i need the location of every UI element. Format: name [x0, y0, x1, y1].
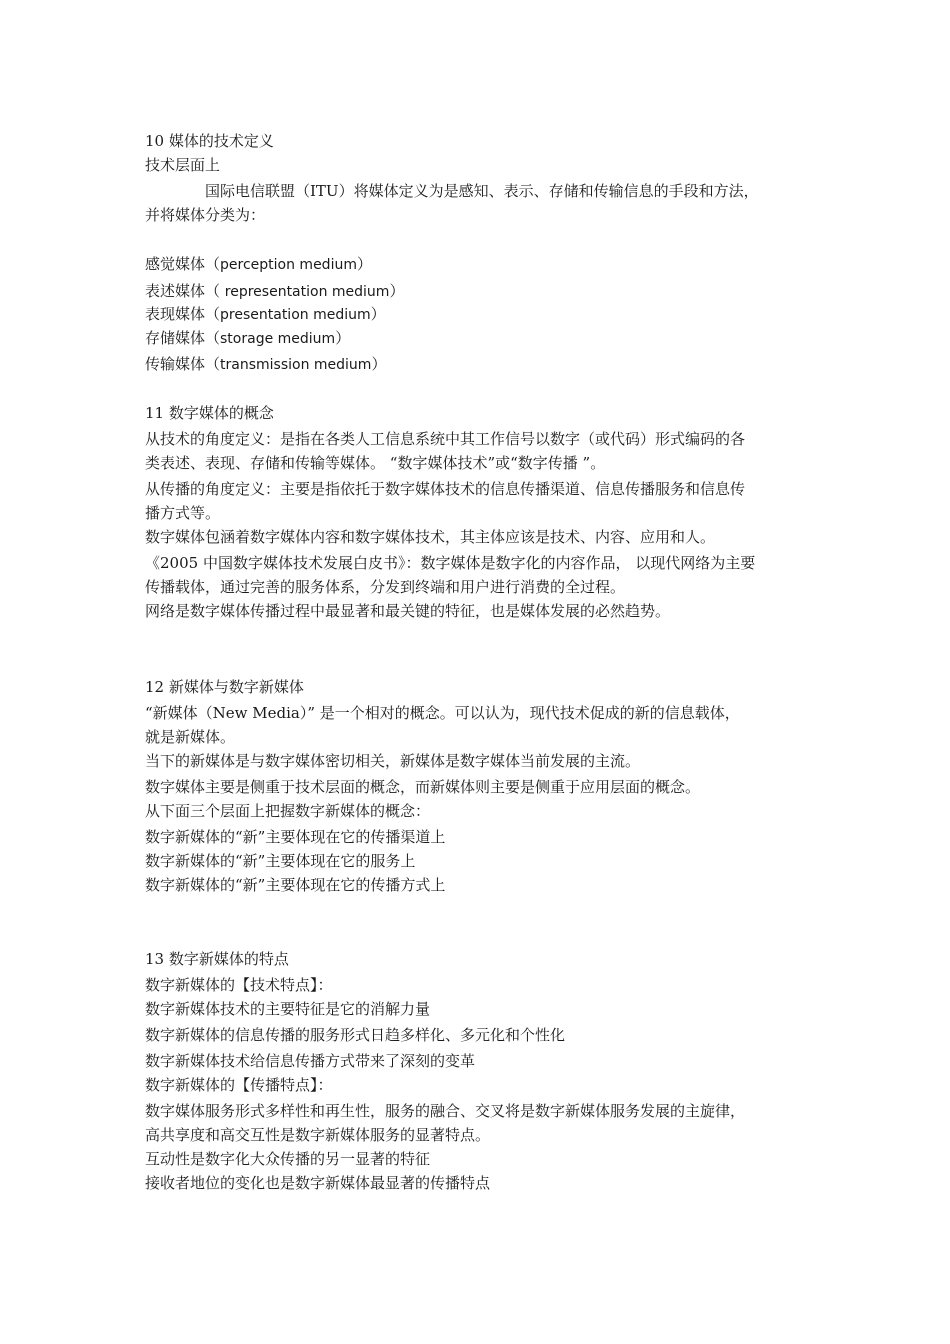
- media-type-english: presentation medium: [220, 307, 371, 323]
- section-12-line: 数字新媒体的“新”主要体现在它的传播方式上: [145, 876, 446, 894]
- media-type-name: 表现媒体（: [145, 305, 221, 323]
- section-12-line: 数字媒体主要是侧重于技术层面的概念，而新媒体则主要是侧重于应用层面的概念。: [145, 778, 701, 796]
- section-11-line: 从传播的角度定义：主要是指依托于数字媒体技术的信息传播渠道、信息传播服务和信息传: [145, 480, 746, 498]
- section-10-subheading: 技术层面上: [145, 156, 221, 174]
- section-11-line: 《2005 中国数字媒体技术发展白皮书》：数字媒体是数字化的内容作品， 以现代网络为主要: [145, 554, 756, 572]
- section-10-paragraph-line-1: 国际电信联盟（ITU）将媒体定义为是感知、表示、存储和传输信息的手段和方法，: [205, 182, 759, 200]
- section-13-line: 数字新媒体的【传播特点】：: [145, 1076, 333, 1094]
- section-10-paragraph-line-2: 并将媒体分类为：: [145, 206, 266, 224]
- section-13-line: 数字新媒体技术的主要特征是它的消解力量: [145, 1000, 431, 1018]
- section-12-line: 数字新媒体的“新”主要体现在它的服务上: [145, 852, 416, 870]
- section-11-line: 传播载体，通过完善的服务体系，分发到终端和用户进行消费的全过程。: [145, 578, 626, 596]
- media-type-item: [145, 281, 404, 302]
- section-13-line: 接收者地位的变化也是数字新媒体最显著的传播特点: [145, 1174, 491, 1192]
- section-13-line: 数字新媒体的【技术特点】：: [145, 976, 333, 994]
- media-type-english: transmission medium: [220, 357, 372, 373]
- section-11-heading: 11 数字媒体的概念: [145, 404, 274, 422]
- media-type-item: [145, 354, 386, 375]
- section-11-line: 播方式等。: [145, 504, 221, 522]
- section-11-line: 网络是数字媒体传播过程中最显著和最关键的特征，也是媒体发展的必然趋势。: [145, 602, 671, 620]
- section-12-line: 从下面三个层面上把握数字新媒体的概念：: [145, 802, 431, 820]
- section-12-line: 数字新媒体的“新”主要体现在它的传播渠道上: [145, 828, 446, 846]
- media-type-name: 存储媒体（: [145, 329, 221, 347]
- media-type-close: ）: [335, 329, 351, 347]
- media-type-name: 传输媒体（: [145, 355, 221, 373]
- section-13-heading: 13 数字新媒体的特点: [145, 950, 289, 968]
- media-type-close: ）: [370, 305, 386, 323]
- section-10-heading: 10 媒体的技术定义: [145, 132, 274, 150]
- section-13-line: 数字新媒体技术给信息传播方式带来了深刻的变革: [145, 1052, 476, 1070]
- section-12-line: “新媒体（New Media）” 是一个相对的概念。可以认为，现代技术促成的新的信息载体，: [145, 704, 740, 722]
- section-13-line: 数字新媒体的信息传播的服务形式日趋多样化、多元化和个性化: [145, 1026, 566, 1044]
- media-type-name: 感觉媒体（: [145, 255, 221, 273]
- media-type-name: 表述媒体（: [145, 282, 225, 300]
- section-13-line: 互动性是数字化大众传播的另一显著的特征: [145, 1150, 431, 1168]
- media-type-english: storage medium: [220, 331, 336, 347]
- media-type-english: representation medium: [224, 284, 390, 300]
- media-type-item: [145, 304, 386, 325]
- section-13-line: 高共享度和高交互性是数字新媒体服务的显著特点。: [145, 1126, 491, 1144]
- section-11-line: 从技术的角度定义：是指在各类人工信息系统中其工作信号以数字（或代码）形式编码的各: [145, 430, 746, 448]
- section-11-line: 类表述、表现、存储和传输等媒体。 “数字媒体技术”或“数字传播 ”。: [145, 454, 606, 472]
- section-12-line: 就是新媒体。: [145, 728, 236, 746]
- section-13-line: 数字媒体服务形式多样性和再生性，服务的融合、交叉将是数字新媒体服务发展的主旋律，: [145, 1102, 746, 1120]
- media-type-close: ）: [356, 255, 372, 273]
- media-type-close: ）: [371, 355, 387, 373]
- media-type-item: [145, 254, 372, 275]
- media-type-item: [145, 328, 350, 349]
- section-11-line: 数字媒体包涵着数字媒体内容和数字媒体技术，其主体应该是技术、内容、应用和人。: [145, 528, 716, 546]
- media-type-close: ）: [389, 282, 405, 300]
- section-12-heading: 12 新媒体与数字新媒体: [145, 678, 304, 696]
- section-12-line: 当下的新媒体是与数字媒体密切相关，新媒体是数字媒体当前发展的主流。: [145, 752, 641, 770]
- media-type-english: perception medium: [220, 257, 357, 273]
